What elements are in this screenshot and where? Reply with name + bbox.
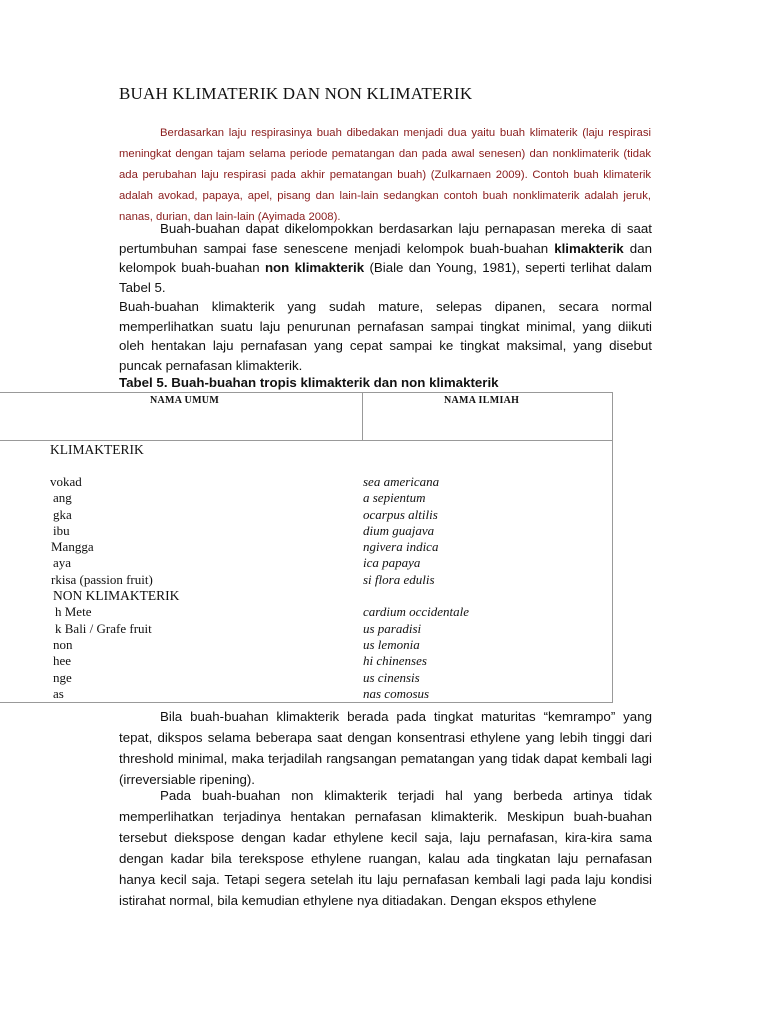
table-column-divider xyxy=(362,392,363,440)
table-row-ilmiah: si flora edulis xyxy=(363,572,435,587)
table-row-umum: ibu xyxy=(53,523,70,538)
paragraph-1-text-b: dan kelompok buah-buahan xyxy=(119,240,652,275)
paragraph-1-bold-non-klimakterik: non klimakterik xyxy=(264,260,365,275)
header-nama-umum: NAMA UMUM xyxy=(150,395,220,406)
document-title: BUAH KLIMATERIK DAN NON KLIMATERIK xyxy=(119,84,473,103)
table-row-ilmiah: cardium occidentale xyxy=(363,604,470,619)
paragraph-3: Bila buah-buahan klimakterik berada pada tingkat maturitas “kemrampo” yang tepat, dikspos selama beberapa saat dengan konsentrasi ethylene yang lebih tinggi dari threshold minimal, maka terjadilah rangsangan pematangan yang tidak dapat kembali lagi (irreversiable ripening). xyxy=(119,709,652,787)
paragraph-1 xyxy=(119,219,652,297)
table-row-ilmiah: dium guajava xyxy=(363,523,435,538)
fruit-table xyxy=(0,392,613,703)
table-row-umum: nge xyxy=(53,670,72,685)
table-border-right xyxy=(612,392,613,703)
table-row-ilmiah: hi chinenses xyxy=(363,653,427,668)
table-row-ilmiah: us paradisi xyxy=(363,621,422,636)
table-caption: Tabel 5. Buah-buahan tropis klimakterik dan non klimakterik xyxy=(119,375,499,390)
table-row-ilmiah: ngivera indica xyxy=(363,539,439,554)
table-row-ilmiah: ica papaya xyxy=(363,555,421,570)
table-row-umum: gka xyxy=(53,507,72,522)
table-border-top xyxy=(0,392,613,393)
group-klimakterik: KLIMAKTERIK xyxy=(50,442,144,457)
paragraph-4: Pada buah-buahan non klimakterik terjadi hal yang berbeda artinya tidak memperlihatkan terjadinya hentakan pernafasan klimakterik. Meskipun buah-buahan tersebut diekspose dengan kadar ethylene kecil saja, laju pernafasan, kira-kira sama dengan kadar bila terekspose ethylene ruangan, kalau ada tingkatan laju pernafasan hanya kecil saja. Tetapi segera setelah itu laju pernafasan kembali lagi pada laju kondisi istirahat normal, bila kemudian ethylene nya ditiadakan. Dengan ekspos ethylene xyxy=(119,788,652,908)
table-row-ilmiah: sea americana xyxy=(363,474,440,489)
paragraph-1-text-a: Buah-buahan dapat dikelompokkan berdasarkan laju pernapasan mereka di saat pertumbuhan sampai fase senescene menjadi kelompok buah-buahan xyxy=(119,221,652,256)
paragraph-1-bold-klimakterik: klimakterik xyxy=(554,240,624,256)
quote-paragraph: Berdasarkan laju respirasinya buah dibedakan menjadi dua yaitu buah klimaterik (laju respirasi meningkat dengan tajam selama periode pematangan dan pada awal senesen) dan nonklimaterik (tidak ada perubahan laju respirasi pada akhir pematangan buah) (Zulkarnaen 2009). Contoh buah klimaterik adalah avokad, papaya, apel, pisang dan lain-lain sedangkan contoh buah nonklimaterik adalah jeruk, nanas, durian, dan lain-lain (Ayimada 2008). xyxy=(119,127,651,223)
table-row-ilmiah: ocarpus altilis xyxy=(363,507,438,522)
table-row-umum: as xyxy=(53,686,64,701)
table-row-umum: h Mete xyxy=(55,604,92,619)
group-non-klimakterik: NON KLIMAKTERIK xyxy=(53,588,180,603)
table-row-umum: ang xyxy=(53,490,72,505)
paragraph-1-text-c: (Biale dan Young, 1981), seperti terlihat dalam Tabel 5. xyxy=(119,260,652,295)
table-row-ilmiah: nas comosus xyxy=(363,686,430,701)
header-nama-ilmiah: NAMA ILMIAH xyxy=(444,395,520,406)
table-row-umum: rkisa (passion fruit) xyxy=(51,572,153,587)
table-border-bottom xyxy=(0,702,613,703)
table-row-umum: vokad xyxy=(50,474,82,489)
table-row-ilmiah: us cinensis xyxy=(363,670,420,685)
table-row-umum: non xyxy=(53,637,73,652)
table-row-ilmiah: us lemonia xyxy=(363,637,420,652)
paragraph-2: Buah-buahan klimakterik yang sudah mature, selepas dipanen, secara normal memperlihatkan suatu laju penurunan pernafasan sampai tingkat minimal, yang diikuti oleh hentakan laju pernafasan yang cepat sampai ke tingkat maksimal, yang disebut puncak pernafasan klimakterik. xyxy=(119,299,652,373)
table-row-umum: hee xyxy=(53,653,72,668)
table-row-umum: aya xyxy=(53,555,72,570)
table-header-divider xyxy=(0,440,613,441)
table-row-umum: Mangga xyxy=(51,539,94,554)
table-row-umum: k Bali / Grafe fruit xyxy=(55,621,152,636)
table-row-ilmiah: a sepientum xyxy=(363,490,426,505)
